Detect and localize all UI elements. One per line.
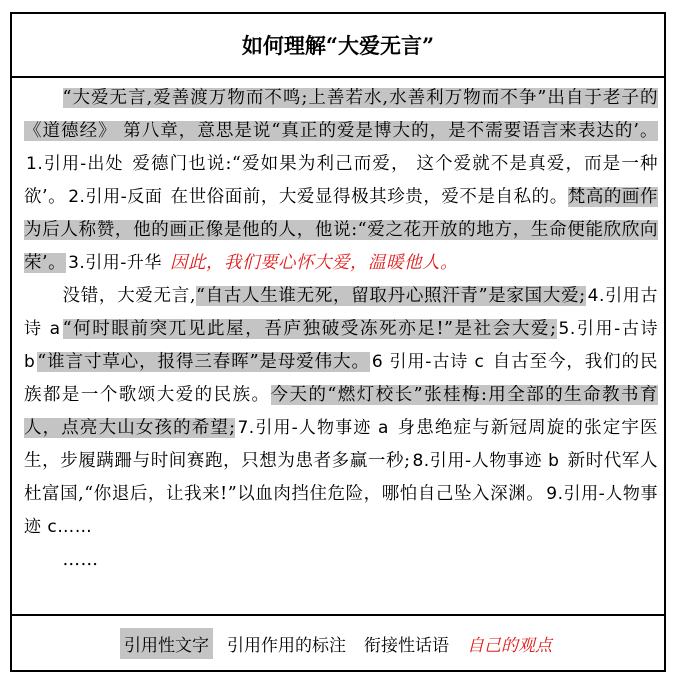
annotation-label: 4.引用古诗 a bbox=[24, 286, 658, 339]
transition-text: 新时代军人杜富国,“你退后，让我来!”以血肉挡住危险，哪怕自己坠入深渊。 bbox=[24, 451, 658, 504]
annotation-label: 5.引用-古诗 b bbox=[24, 319, 659, 372]
quote-text: “自古人生谁无死，留取丹心照汗青”是家国大爱; bbox=[195, 286, 586, 306]
annotation-label: 2.引用-反面 bbox=[68, 187, 163, 207]
document-frame bbox=[10, 12, 666, 672]
legend bbox=[12, 614, 664, 670]
transition-text: 没错，大爱无言, bbox=[62, 286, 196, 306]
page-title: 如何理解“大爱无言” bbox=[12, 14, 664, 78]
annotation-label: 7.引用-人物事迹 a bbox=[237, 418, 389, 438]
legend-own-view: 自己的观点 bbox=[467, 635, 552, 656]
quote-text: 今天的“燃灯校长”张桂梅:用全部的生命教书育人，点亮大山女孩的希望; bbox=[24, 385, 659, 438]
annotation-label: 8.引用-人物事迹 b bbox=[412, 451, 560, 471]
own-view-text: 因此，我们要心怀大爱，温暖他人。 bbox=[163, 253, 458, 273]
transition-text: 身患绝症与新冠周旋的张定宇医生，步履蹒跚与时间赛跑，只想为患者多赢一秒; bbox=[24, 418, 658, 471]
quote-text: “大爱无言,爱善渡万物而不鸣;上善若水,水善利万物而不争”出自于老子的《道德经》 第八章，意思是说“真正的爱是博大的，是不需要语言来表达的’。 bbox=[24, 88, 658, 141]
annotation-label: 3.引用-升华 bbox=[68, 253, 162, 273]
ellipsis-line: …… bbox=[62, 550, 99, 570]
essay-body bbox=[24, 82, 658, 577]
paragraph-2 bbox=[24, 280, 658, 544]
legend-transition: 衔接性话语 bbox=[364, 635, 449, 656]
quote-text: “谁言寸草心，报得三春晖”是母爱伟大。 bbox=[37, 352, 370, 372]
quote-text: 梵高的画作为后人称赞，他的画正像是他的人，他说:“爱之花开放的地方，生命便能欣欣向荣’。 bbox=[24, 187, 658, 273]
transition-text: 爱德门也说:“爱如果为利己而爱， 这个爱就不是真爱，而是一种欲’。 bbox=[24, 154, 658, 207]
quote-text: “何时眼前突兀见此屋，吾庐独破受冻死亦足!”是社会大爱; bbox=[62, 319, 557, 339]
annotation-label: 1.引用-出处 bbox=[26, 154, 124, 174]
transition-text: 在世俗面前，大爱显得极其珍贵，爱不是自私的。 bbox=[164, 187, 568, 207]
transition-text: 自古至今，我们的民族都是一个歌颂大爱的民族。 bbox=[24, 352, 658, 405]
paragraph-1 bbox=[24, 82, 658, 280]
annotation-label: 6 引用-古诗 c bbox=[371, 352, 485, 372]
annotation-label: 9.引用-人物事迹 c…… bbox=[24, 484, 658, 537]
legend-annotation: 引用作用的标注 bbox=[227, 635, 346, 656]
legend-quote-text: 引用性文字 bbox=[120, 628, 213, 659]
